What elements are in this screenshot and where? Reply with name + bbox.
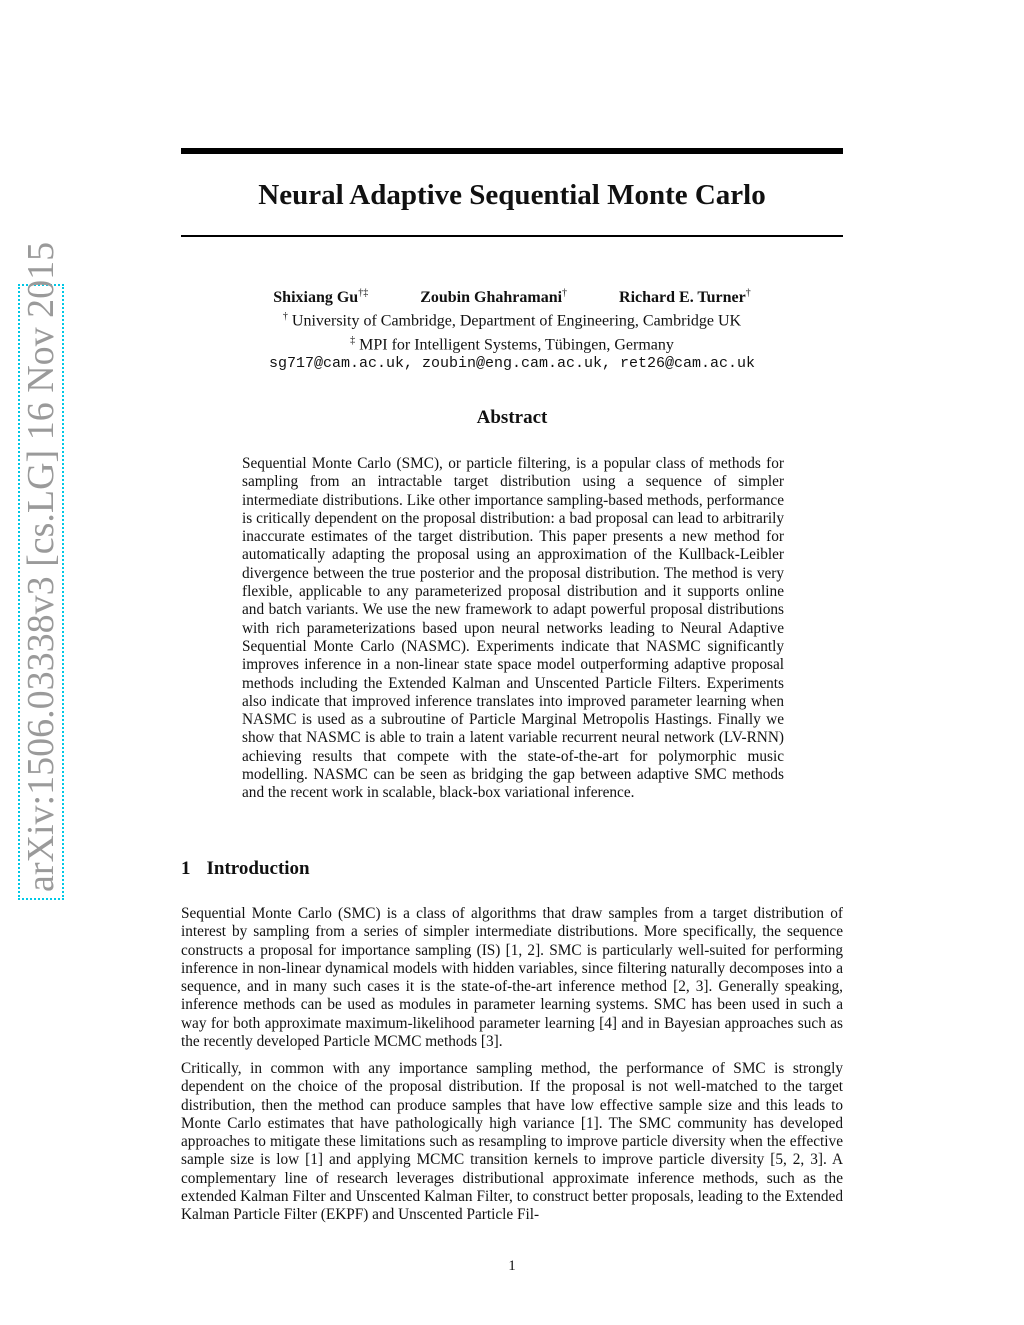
citation-link[interactable]: [5, 2, 3] <box>770 1151 823 1169</box>
paragraph-text: and in Bayesian approaches such as the recently developed Particle MCMC methods <box>181 1014 843 1051</box>
author: Richard E. Turner† <box>619 288 751 307</box>
paragraph-text: Critically, in common with any importance sampling method, the performance of SMC is strongly dependent on the choice of the proposal distribution. If the proposal is not well-matched to the target distribution, then the method can produce samples that have low effective sample size and this leads to Monte Carlo estimates that have pathologically high variance <box>181 1060 843 1132</box>
paragraph-text: and applying MCMC transition kernels to improve particle diversity <box>323 1151 771 1169</box>
citation-link[interactable]: [1] <box>305 1151 324 1169</box>
page-number: 1 <box>508 1258 516 1274</box>
author-block <box>181 284 843 373</box>
abstract-heading: Abstract <box>476 407 548 428</box>
author: Shixiang Gu†‡ <box>273 288 369 307</box>
paragraph-text: Sequential Monte Carlo (SMC) is a class of algorithms that draw samples from a target distribution of interest by sampling from a series of simpler intermediate distributions. More specifically, the sequence constructs a proposal for importance sampling (IS) <box>181 905 843 959</box>
intro-paragraph-1 <box>181 905 843 1051</box>
affiliation: ‡ MPI for Intelligent Systems, Tübingen, Germany <box>350 334 674 353</box>
author-names <box>181 284 843 307</box>
intro-paragraph-2 <box>181 1060 843 1225</box>
affiliation: † University of Cambridge, Department of Engineering, Cambridge UK <box>282 311 742 330</box>
title-rule-top <box>181 148 843 154</box>
paragraph-text: . A complementary line of research leverages distributional approximate inference methods, such as the extended Kalman Filter and Unscented Kalman Filter, to construct better proposals, leading to the Extended Kalman Particle Filter (EKPF) and Unscented Particle Fil- <box>181 1151 843 1224</box>
citation-link[interactable]: [1, 2] <box>505 941 541 959</box>
paper-title: Neural Adaptive Sequential Monte Carlo <box>258 179 766 211</box>
author: Zoubin Ghahramani† <box>420 288 568 307</box>
citation-link[interactable]: [1] <box>580 1114 599 1132</box>
paragraph-text: . <box>498 1033 503 1051</box>
citation-link[interactable]: [2, 3] <box>673 978 709 996</box>
author-emails: sg717@cam.ac.uk, zoubin@eng.cam.ac.uk, ret26@cam.ac.uk <box>268 354 756 372</box>
paragraph-text: . Generally speaking, inference methods can be used as modules in parameter learning systems. SMC has been used in such a way for both approximate maximum-likelihood parameter learning <box>181 978 843 1032</box>
title-rule-bottom <box>181 235 843 237</box>
arxiv-stamp: arXiv:1506.03338v3 [cs.LG] 16 Nov 2015 <box>18 284 64 900</box>
section-heading: 1 Introduction <box>181 858 310 879</box>
abstract-text: Sequential Monte Carlo (SMC), or particle filtering, is a popular class of methods for sampling from an intractable target distribution using a sequence of simpler intermediate distributions. Like other importance sampling-based methods, performance is critically dependent on the proposal distribution: a bad proposal can lead to arbitrarily inaccurate estimates of the target distribution. This paper presents a new method for automatically adapting the proposal using an approximation of the Kullback-Leibler divergence between the true posterior and the proposal distribution. The method is very flexible, applicable to any parameterized proposal distribution and it supports online and batch variants. We use the new framework to adapt powerful proposal distributions with rich parameterizations based upon neural networks leading to Neural Adaptive Sequential Monte Carlo (NASMC). Experiments indicate that NASMC significantly improves inference in a non-linear state space model outperforming adaptive proposal methods including the Extended Kalman and Unscented Particle Filters. Experiments also indicate that improved inference translates into improved parameter learning when NASMC is used as a subroutine of Particle Marginal Metropolis Hastings. Finally we show that NASMC is able to train a latent variable recurrent neural network (LV-RNN) achieving results that compete with the state-of-the-art for polymorphic music modelling. NASMC can be seen as bridging the gap between adaptive SMC methods and the recent work in scalable, black-box variational inference. <box>242 455 784 802</box>
citation-link[interactable]: [4] <box>599 1014 617 1032</box>
paragraph-text: . SMC is particularly well-suited for performing inference in non-linear dynamical models with hidden variables, since filtering naturally decomposes into a sequence, and in many such cases it is the state-of-the-art inference method <box>181 941 844 996</box>
citation-link[interactable]: [3] <box>480 1033 499 1051</box>
paragraph-text: . The SMC community has developed approaches to mitigate these limitations such as resampling to improve particle diversity when the effective sample size is low <box>181 1114 843 1169</box>
